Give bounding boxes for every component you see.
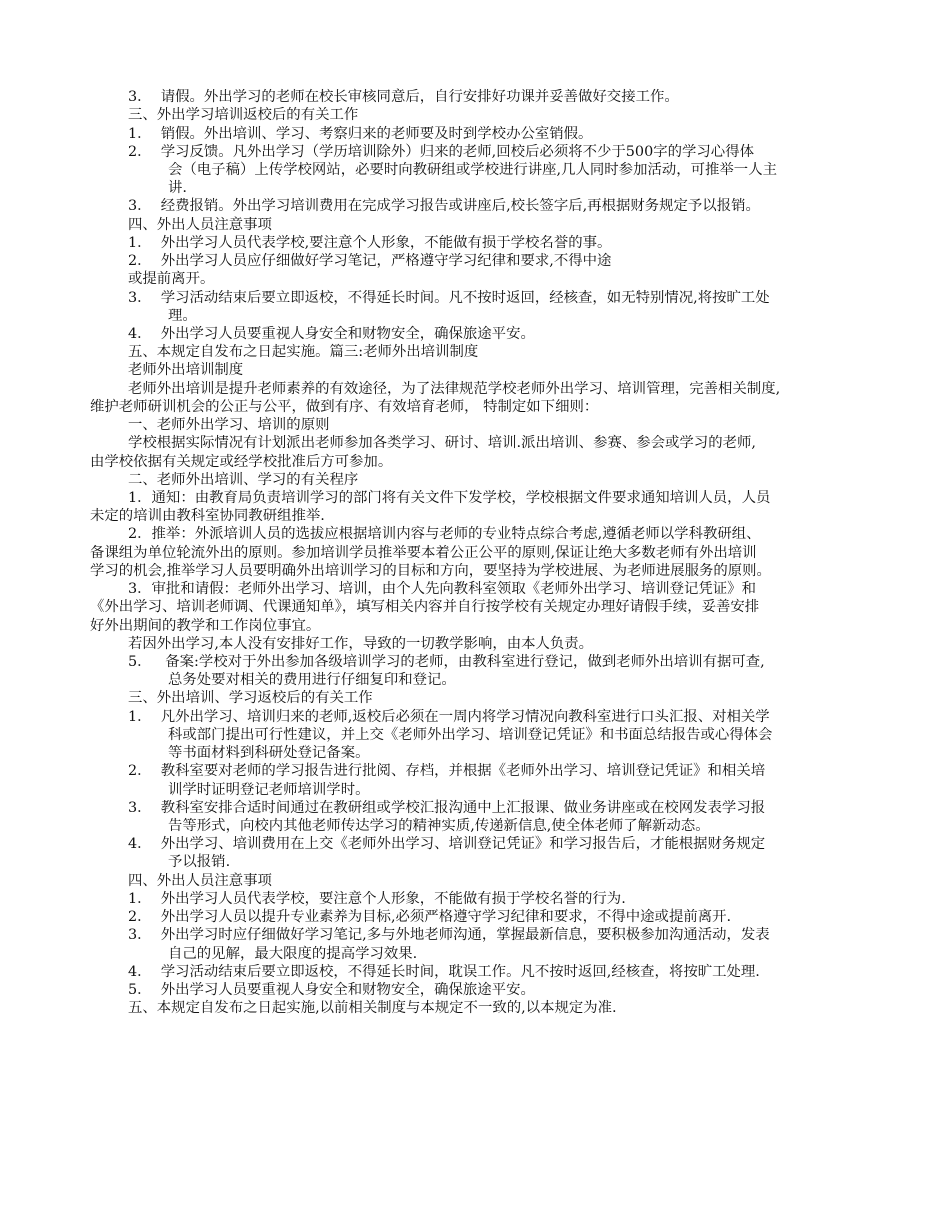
- text-line: 1． 凡外出学习、培训归来的老师,返校后必须在一周内将学习情况向教科室进行口头汇报、对相关学: [128, 709, 770, 725]
- text-line: 学校根据实际情况有计划派出老师参加各类学习、研讨、培训.派出培训、参赛、参会或学习的老师,: [128, 435, 756, 451]
- text-line: 告等形式，向校内其他老师传达学习的精神实质,传递新信息,使全体老师了解新动态。: [168, 818, 710, 834]
- text-line: 予以报销.: [168, 854, 231, 870]
- text-line: 总务处要对相关的费用进行仔细复印和登记。: [168, 672, 456, 688]
- text-line: 未定的培训由教科室协同教研组推举.: [90, 508, 325, 524]
- text-line: 1． 外出学习人员代表学校，要注意个人形象，不能做有损于学校名誉的行为.: [128, 891, 626, 907]
- text-line: 1． 外出学习人员代表学校,要注意个人形象，不能做有损于学校名誉的事。: [128, 235, 612, 251]
- section-heading: 一、老师外出学习、培训的原则: [128, 417, 330, 433]
- text-line: 等书面材料到科研处登记备案。: [168, 745, 370, 761]
- text-line: 3． 经费报销。外出学习培训费用在完成学习报告或讲座后,校长签字后,再根据财务规定予以报销。: [128, 198, 760, 214]
- section-heading: 三、外出培训、学习返校后的有关工作: [128, 690, 373, 706]
- text-line: 5． 备案:学校对于外出参加各级培训学习的老师，由教科室进行登记，做到老师外出培训有据可查,: [128, 654, 765, 670]
- text-line: 《外出学习、培训老师调、代课通知单》，填写相关内容并自行按学校有关规定办理好请假手续，妥善安排: [90, 599, 760, 615]
- text-line: 4． 学习活动结束后要立即返校，不得延长时间，耽误工作。凡不按时返回,经核查，将按旷工处理.: [128, 964, 760, 980]
- text-line: 自己的见解，最大限度的提高学习效果.: [168, 946, 418, 962]
- section-heading: 二、老师外出培训、学习的有关程序: [128, 472, 359, 488]
- text-line: 备课组为单位轮流外出的原则。参加培训学员推举要本着公正公平的原则,保证让绝大多数老师有外出培训: [90, 545, 757, 561]
- text-line: 1． 销假。外出培训、学习、考察归来的老师要及时到学校办公室销假。: [128, 126, 593, 142]
- section-heading: 五、本规定自发布之日起实施,以前相关制度与本规定不一致的,以本规定为准.: [128, 1000, 617, 1016]
- text-line: 或提前离开。: [128, 271, 215, 287]
- text-line: 2．推举：外派培训人员的选拔应根据培训内容与老师的专业特点综合考虑,遵循老师以学科教研组、: [128, 526, 761, 542]
- section-heading: 四、外出人员注意事项: [128, 873, 272, 889]
- text-line: 3． 请假。外出学习的老师在校长审核同意后，自行安排好功课并妥善做好交接工作。: [128, 89, 679, 105]
- text-line: 好外出期间的教学和工作岗位事宜。: [90, 618, 321, 634]
- text-line: 3． 外出学习时应仔细做好学习笔记,多与外地老师沟通，掌握最新信息，要积极参加沟通活动，发表: [128, 927, 770, 943]
- text-line: 会（电子稿）上传学校网站，必要时向教研组或学校进行讲座,几人同时参加活动，可推举一人主: [168, 162, 777, 178]
- text-line: 5． 外出学习人员要重视人身安全和财物安全，确保旅途平安。: [128, 982, 535, 998]
- text-line: 1．通知：由教育局负责培训学习的部门将有关文件下发学校，学校根据文件要求通知培训人员，人员: [128, 490, 771, 506]
- text-line: 若因外出学习,本人没有安排好工作，导致的一切教学影响，由本人负责。: [128, 636, 594, 652]
- text-line: 由学校依据有关规定或经学校批准后方可参加。: [90, 454, 393, 470]
- text-line: 3． 教科室安排合适时间通过在教研组或学校汇报沟通中上汇报课、做业务讲座或在校网发表学习报: [128, 800, 766, 816]
- text-line: 3． 学习活动结束后要立即返校，不得延长时间。凡不按时返回，经核查，如无特别情况,将按旷工处: [128, 290, 770, 306]
- text-line: 学习的机会,推举学习人员要明确外出培训学习的目标和方向，要坚持为学校进展、为老师进展服务的原则。: [90, 563, 771, 579]
- section-heading: 四、外出人员注意事项: [128, 217, 272, 233]
- text-line: 老师外出培训是提升老师素养的有效途径，为了法律规范学校老师外出学习、培训管理，完善相关制度,: [128, 381, 781, 397]
- text-line: 4． 外出学习、培训费用在上交《老师外出学习、培训登记凭证》和学习报告后，才能根据财务规定: [128, 836, 766, 852]
- text-line: 2． 外出学习人员应仔细做好学习笔记，严格遵守学习纪律和要求,不得中途: [128, 253, 612, 269]
- section-heading: 五、本规定自发布之日起实施。篇三:老师外出培训制度: [128, 344, 479, 360]
- text-line: 训学时证明登记老师培训学时。: [168, 782, 370, 798]
- text-line: 3．审批和请假：老师外出学习、培训，由个人先向教科室领取《老师外出学习、培训登记凭证》和: [128, 581, 756, 597]
- text-line: 2． 学习反馈。凡外出学习（学历培训除外）归来的老师,回校后必须将不少于500字的学习心得体: [128, 144, 754, 160]
- section-heading: 三、外出学习培训返校后的有关工作: [128, 107, 359, 123]
- document-title: 老师外出培训制度: [128, 362, 244, 378]
- text-line: 4． 外出学习人员要重视人身安全和财物安全，确保旅途平安。: [128, 326, 535, 342]
- text-line: 科或部门提出可行性建议，并上交《老师外出学习、培训登记凭证》和书面总结报告或心得体会: [168, 727, 773, 743]
- text-line: 维护老师研训机会的公正与公平，做到有序、有效培育老师， 特制定如下细则：: [90, 399, 599, 415]
- text-line: 理。: [168, 308, 197, 324]
- text-line: 2． 外出学习人员以提升专业素养为目标,必须严格遵守学习纪律和要求，不得中途或提前离开.: [128, 909, 732, 925]
- text-line: 讲.: [168, 180, 187, 196]
- text-line: 2． 教科室要对老师的学习报告进行批阅、存档，并根据《老师外出学习、培训登记凭证》和相关培: [128, 763, 766, 779]
